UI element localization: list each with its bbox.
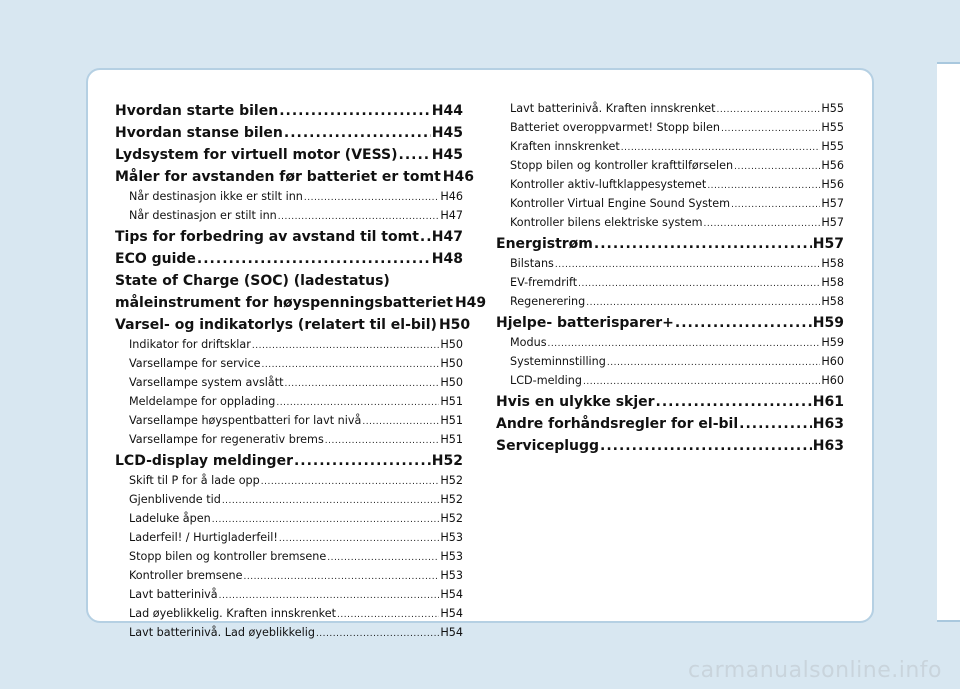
toc-dot-leader bbox=[555, 255, 820, 274]
toc-entry-title: Stopp bilen og kontroller bremsene bbox=[129, 550, 327, 563]
toc-dot-leader bbox=[212, 510, 440, 529]
toc-subsection-entry[interactable] bbox=[115, 605, 463, 624]
toc-page-number: H54 bbox=[440, 607, 463, 620]
toc-dot-leader bbox=[276, 393, 439, 412]
toc-page-number: H50 bbox=[440, 338, 463, 351]
toc-page-number: H50 bbox=[438, 317, 471, 333]
toc-section-entry[interactable] bbox=[496, 413, 844, 435]
toc-entry-title: Lavt batterinivå. Lad øyeblikkelig bbox=[129, 626, 315, 639]
toc-section-entry[interactable] bbox=[496, 312, 844, 334]
toc-dot-leader bbox=[621, 138, 821, 157]
toc-dot-leader bbox=[197, 248, 431, 270]
toc-subsection-entry[interactable] bbox=[115, 431, 463, 450]
toc-subsection-entry[interactable] bbox=[496, 214, 844, 233]
toc-subsection-entry[interactable] bbox=[115, 207, 463, 226]
toc-entry-title: Hvordan stanse bilen bbox=[115, 125, 283, 141]
toc-page-number: H52 bbox=[431, 453, 463, 469]
toc-entry-title: Stopp bilen og kontroller krafttilførselen bbox=[510, 159, 734, 172]
toc-subsection-entry[interactable] bbox=[115, 374, 463, 393]
toc-entry-title: Hjelpe- batterisparer+ bbox=[496, 315, 674, 331]
toc-entry-title: Indikator for driftsklar bbox=[129, 338, 251, 351]
toc-entry-title: Modus bbox=[510, 336, 547, 349]
toc-page-number: H52 bbox=[440, 493, 463, 506]
toc-subsection-entry[interactable] bbox=[115, 510, 463, 529]
toc-entry-title: Lavt batterinivå. Kraften innskrenket bbox=[510, 102, 716, 115]
toc-dot-leader bbox=[707, 176, 820, 195]
toc-page-number: H63 bbox=[812, 416, 844, 432]
toc-dot-leader bbox=[420, 226, 431, 248]
toc-subsection-entry[interactable] bbox=[115, 336, 463, 355]
toc-page-number: H57 bbox=[821, 216, 844, 229]
toc-page-number: H60 bbox=[821, 355, 844, 368]
toc-dot-leader bbox=[716, 100, 820, 119]
toc-page-number: H48 bbox=[431, 251, 463, 267]
toc-page-number: H51 bbox=[440, 414, 463, 427]
toc-subsection-entry[interactable] bbox=[496, 176, 844, 195]
toc-page-number: H55 bbox=[821, 102, 844, 115]
toc-entry-title: Regenerering bbox=[510, 295, 586, 308]
toc-section-entry[interactable] bbox=[115, 450, 463, 472]
toc-dot-leader bbox=[399, 144, 431, 166]
toc-dot-leader bbox=[600, 435, 812, 457]
toc-entry-title: LCD-display meldinger bbox=[115, 453, 293, 469]
toc-dot-leader bbox=[607, 353, 820, 372]
toc-page-number: H46 bbox=[442, 169, 474, 185]
toc-page-number: H53 bbox=[440, 569, 463, 582]
side-tab bbox=[937, 62, 960, 622]
toc-entry-title: Måler for avstanden før batteriet er tomt bbox=[115, 169, 441, 185]
toc-entry-title: måleinstrument for høyspenningsbatteriet bbox=[115, 295, 453, 311]
toc-entry-title: Kraften innskrenket bbox=[510, 140, 620, 153]
toc-page-number: H52 bbox=[440, 512, 463, 525]
toc-subsection-entry[interactable] bbox=[496, 274, 844, 293]
toc-dot-leader bbox=[325, 431, 440, 450]
toc-entry-title: Varsellampe for service bbox=[129, 357, 261, 370]
toc-dot-leader bbox=[285, 374, 440, 393]
toc-entry-title: ECO guide bbox=[115, 251, 196, 267]
toc-subsection-entry[interactable] bbox=[496, 353, 844, 372]
toc-subsection-entry[interactable] bbox=[496, 119, 844, 138]
toc-page-number: H51 bbox=[440, 433, 463, 446]
toc-page-number: H54 bbox=[440, 626, 463, 639]
toc-dot-leader bbox=[279, 100, 431, 122]
toc-subsection-entry[interactable] bbox=[496, 195, 844, 214]
toc-page-number: H46 bbox=[440, 190, 463, 203]
toc-entry-title: Systeminnstilling bbox=[510, 355, 606, 368]
toc-page-number: H50 bbox=[440, 376, 463, 389]
toc-dot-leader bbox=[284, 122, 431, 144]
toc-subsection-entry[interactable] bbox=[115, 412, 463, 431]
toc-section-entry[interactable] bbox=[496, 435, 844, 457]
toc-page-number: H56 bbox=[821, 178, 844, 191]
toc-entry-title: Kontroller bilens elektriske system bbox=[510, 216, 703, 229]
toc-page-number: H60 bbox=[821, 374, 844, 387]
toc-dot-leader bbox=[731, 195, 820, 214]
toc-entry-title: Hvis en ulykke skjer bbox=[496, 394, 655, 410]
toc-entry-title: Lavt batterinivå bbox=[129, 588, 218, 601]
toc-entry-title: Serviceplugg bbox=[496, 438, 600, 454]
toc-page-number: H59 bbox=[821, 336, 844, 349]
toc-page-number: H50 bbox=[440, 357, 463, 370]
toc-section-entry[interactable] bbox=[115, 226, 463, 248]
toc-subsection-entry[interactable] bbox=[496, 372, 844, 391]
toc-page-number: H45 bbox=[431, 147, 463, 163]
toc-page-number: H57 bbox=[812, 236, 844, 252]
toc-dot-leader bbox=[219, 586, 440, 605]
toc-entry-title: Meldelampe for opplading bbox=[129, 395, 276, 408]
toc-dot-leader bbox=[243, 567, 439, 586]
toc-page-number: H58 bbox=[821, 276, 844, 289]
toc-dot-leader bbox=[739, 413, 812, 435]
toc-dot-leader bbox=[583, 372, 820, 391]
toc-entry-title: Kontroller aktiv-luftklappesystemet bbox=[510, 178, 707, 191]
toc-dot-leader bbox=[261, 355, 439, 374]
toc-page-number: H58 bbox=[821, 257, 844, 270]
toc-column-right bbox=[496, 100, 844, 457]
toc-page-number: H57 bbox=[821, 197, 844, 210]
toc-entry-title: Varsellampe for regenerativ brems bbox=[129, 433, 324, 446]
toc-dot-leader bbox=[316, 624, 439, 643]
toc-subsection-entry[interactable] bbox=[496, 334, 844, 353]
toc-subsection-entry[interactable] bbox=[115, 355, 463, 374]
toc-entry-title: Laderfeil! / Hurtigladerfeil! bbox=[129, 531, 278, 544]
toc-dot-leader bbox=[578, 274, 820, 293]
toc-entry-title: Lydsystem for virtuell motor (VESS) bbox=[115, 147, 398, 163]
toc-subsection-entry[interactable] bbox=[115, 188, 463, 207]
toc-entry-title: LCD-melding bbox=[510, 374, 582, 387]
toc-dot-leader bbox=[337, 605, 439, 624]
toc-heading-line: State of Charge (SOC) (ladestatus) bbox=[115, 273, 390, 289]
toc-page-number: H47 bbox=[440, 209, 463, 222]
toc-page-number: H63 bbox=[812, 438, 844, 454]
toc-entry-title: Varsel- og indikatorlys (relatert til el-bil) bbox=[115, 317, 437, 333]
toc-entry-title: Tips for forbedring av avstand til tomt bbox=[115, 229, 419, 245]
toc-subsection-entry[interactable] bbox=[496, 293, 844, 312]
toc-page-number: H47 bbox=[431, 229, 463, 245]
toc-subsection-entry[interactable] bbox=[496, 157, 844, 176]
toc-section-entry[interactable] bbox=[115, 292, 487, 314]
toc-section-entry[interactable] bbox=[115, 166, 474, 188]
toc-dot-leader bbox=[586, 293, 820, 312]
toc-subsection-entry[interactable] bbox=[115, 567, 463, 586]
toc-entry-title: Når destinasjon er stilt inn bbox=[129, 209, 277, 222]
toc-subsection-entry[interactable] bbox=[115, 624, 463, 643]
toc-section-entry[interactable] bbox=[115, 100, 463, 122]
toc-dot-leader bbox=[734, 157, 820, 176]
toc-dot-leader bbox=[548, 334, 821, 353]
toc-page-number: H49 bbox=[454, 295, 487, 311]
toc-entry-title: Når destinasjon ikke er stilt inn bbox=[129, 190, 303, 203]
side-tab-rule-bottom bbox=[937, 620, 960, 622]
toc-page-number: H58 bbox=[821, 295, 844, 308]
toc-entry-title: Lad øyeblikkelig. Kraften innskrenket bbox=[129, 607, 337, 620]
toc-entry-title: Bilstans bbox=[510, 257, 554, 270]
toc-page-number: H51 bbox=[440, 395, 463, 408]
toc-entry-title: Energistrøm bbox=[496, 236, 593, 252]
toc-subsection-entry[interactable] bbox=[115, 586, 463, 605]
toc-page-number: H61 bbox=[812, 394, 844, 410]
watermark: carmanualsonline.info bbox=[688, 658, 942, 683]
toc-dot-leader bbox=[279, 529, 439, 548]
toc-section-entry[interactable] bbox=[496, 233, 844, 255]
toc-section-entry[interactable] bbox=[115, 122, 463, 144]
toc-entry-title: Kontroller bremsene bbox=[129, 569, 243, 582]
toc-dot-leader bbox=[594, 233, 812, 255]
toc-dot-leader bbox=[721, 119, 820, 138]
toc-dot-leader bbox=[304, 188, 439, 207]
toc-page-number: H55 bbox=[821, 121, 844, 134]
toc-entry-title: Varsellampe system avslått bbox=[129, 376, 284, 389]
toc-entry-title: Kontroller Virtual Engine Sound System bbox=[510, 197, 731, 210]
toc-subsection-entry[interactable] bbox=[115, 548, 463, 567]
toc-section-entry[interactable] bbox=[496, 391, 844, 413]
toc-page-number: H44 bbox=[431, 103, 463, 119]
toc-dot-leader bbox=[278, 207, 440, 226]
toc-subsection-entry[interactable] bbox=[496, 255, 844, 274]
toc-dot-leader bbox=[327, 548, 439, 567]
side-tab-rule-top bbox=[937, 62, 960, 64]
toc-subsection-entry[interactable] bbox=[115, 393, 463, 412]
toc-subsection-entry[interactable] bbox=[115, 472, 463, 491]
toc-dot-leader bbox=[294, 450, 431, 472]
toc-subsection-entry[interactable] bbox=[496, 138, 844, 157]
toc-page-number: H56 bbox=[821, 159, 844, 172]
toc-subsection-entry[interactable] bbox=[115, 491, 463, 510]
toc-section-entry[interactable] bbox=[115, 248, 463, 270]
toc-dot-leader bbox=[252, 336, 439, 355]
toc-dot-leader bbox=[703, 214, 820, 233]
toc-subsection-entry[interactable] bbox=[115, 529, 463, 548]
toc-entry-title: Gjenblivende tid bbox=[129, 493, 221, 506]
toc-dot-leader bbox=[261, 472, 440, 491]
toc-page-number: H52 bbox=[440, 474, 463, 487]
toc-entry-title: Hvordan starte bilen bbox=[115, 103, 279, 119]
toc-entry-title: Andre forhåndsregler for el-bil bbox=[496, 416, 739, 432]
toc-entry-title: EV-fremdrift bbox=[510, 276, 578, 289]
toc-column-left bbox=[115, 100, 487, 643]
toc-page-number: H59 bbox=[812, 315, 844, 331]
toc-dot-leader bbox=[656, 391, 812, 413]
toc-page-number: H53 bbox=[440, 550, 463, 563]
toc-page-number: H55 bbox=[821, 140, 844, 153]
toc-page-number: H53 bbox=[440, 531, 463, 544]
toc-entry-title: Varsellampe høyspentbatteri for lavt nivå bbox=[129, 414, 362, 427]
toc-page-number: H54 bbox=[440, 588, 463, 601]
toc-dot-leader bbox=[675, 312, 812, 334]
toc-page-number: H45 bbox=[431, 125, 463, 141]
toc-subsection-entry[interactable] bbox=[496, 100, 844, 119]
toc-section-entry[interactable] bbox=[115, 314, 471, 336]
toc-entry-title: Ladeluke åpen bbox=[129, 512, 211, 525]
toc-entry-title: Batteriet overoppvarmet! Stopp bilen bbox=[510, 121, 720, 134]
toc-dot-leader bbox=[362, 412, 439, 431]
toc-dot-leader bbox=[222, 491, 440, 510]
toc-section-entry[interactable] bbox=[115, 144, 463, 166]
toc-entry-title: Skift til P for å lade opp bbox=[129, 474, 260, 487]
